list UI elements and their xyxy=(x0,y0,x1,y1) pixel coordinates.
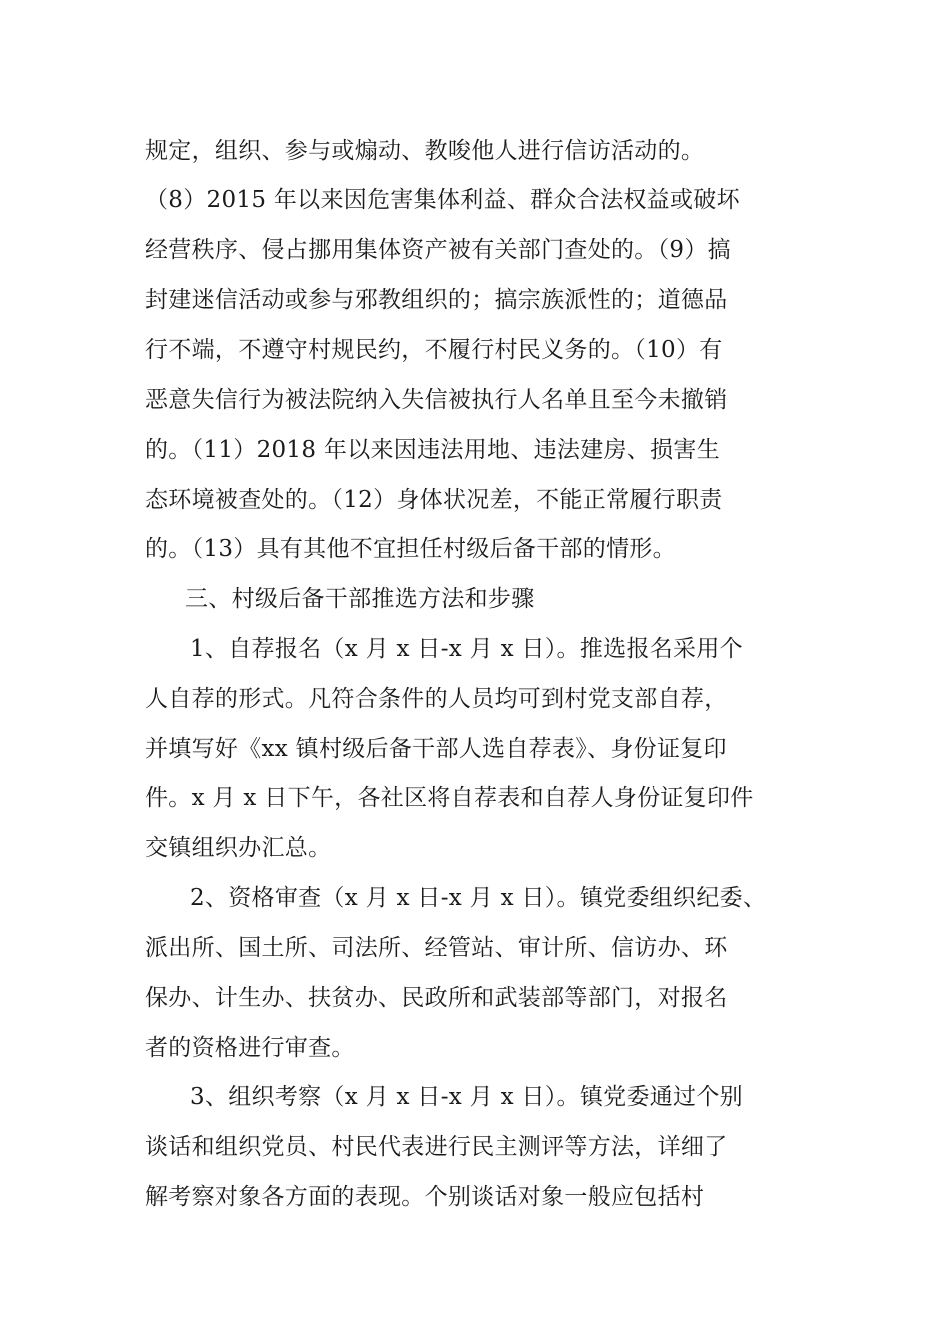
text-line: 解考察对象各方面的表现。个别谈话对象一般应包括村 xyxy=(145,1184,705,1210)
text-line: 保办、计生办、扶贫办、民政所和武装部等部门，对报名 xyxy=(145,985,728,1011)
text-line: 1、自荐报名（x 月 x 日-x 月 x 日）。推选报名采用个 xyxy=(190,636,743,662)
text-line: 2、资格审查（x 月 x 日-x 月 x 日）。镇党委组织纪委、 xyxy=(190,885,767,911)
text-line: 规定，组织、参与或煽动、教唆他人进行信访活动的。 xyxy=(145,138,705,164)
text-line: 人自荐的形式。凡符合条件的人员均可到村党支部自荐， xyxy=(145,686,728,712)
text-line: 3、组织考察（x 月 x 日-x 月 x 日）。镇党委通过个别 xyxy=(190,1084,743,1110)
text-line: 者的资格进行审查。 xyxy=(145,1035,355,1061)
text-line: 封建迷信活动或参与邪教组织的；搞宗族派性的；道德品 xyxy=(145,287,728,313)
text-line: 的。（11）2018 年以来因违法用地、违法建房、损害生 xyxy=(145,437,721,463)
text-line: 件。x 月 x 日下午，各社区将自荐表和自荐人身份证复印件 xyxy=(145,785,754,811)
text-line: 交镇组织办汇总。 xyxy=(145,835,332,861)
text-line: 行不端，不遵守村规民约，不履行村民义务的。（10）有 xyxy=(145,337,723,363)
text-line: 经营秩序、侵占挪用集体资产被有关部门查处的。（9）搞 xyxy=(145,237,731,263)
text-line: 并填写好《xx 镇村级后备干部人选自荐表》、身份证复印 xyxy=(145,736,727,762)
text-line: 派出所、国土所、司法所、经管站、审计所、信访办、环 xyxy=(145,935,728,961)
text-line: （8）2015 年以来因危害集体利益、群众合法权益或破坏 xyxy=(145,187,740,213)
text-line: 恶意失信行为被法院纳入失信被执行人名单且至今未撤销 xyxy=(145,387,728,413)
section-heading: 三、村级后备干部推选方法和步骤 xyxy=(185,586,535,612)
text-line: 的。（13）具有其他不宜担任村级后备干部的情形。 xyxy=(145,536,676,562)
text-line: 态环境被查处的。（12）身体状况差，不能正常履行职责 xyxy=(145,487,723,513)
text-line: 谈话和组织党员、村民代表进行民主测评等方法，详细了 xyxy=(145,1134,728,1160)
